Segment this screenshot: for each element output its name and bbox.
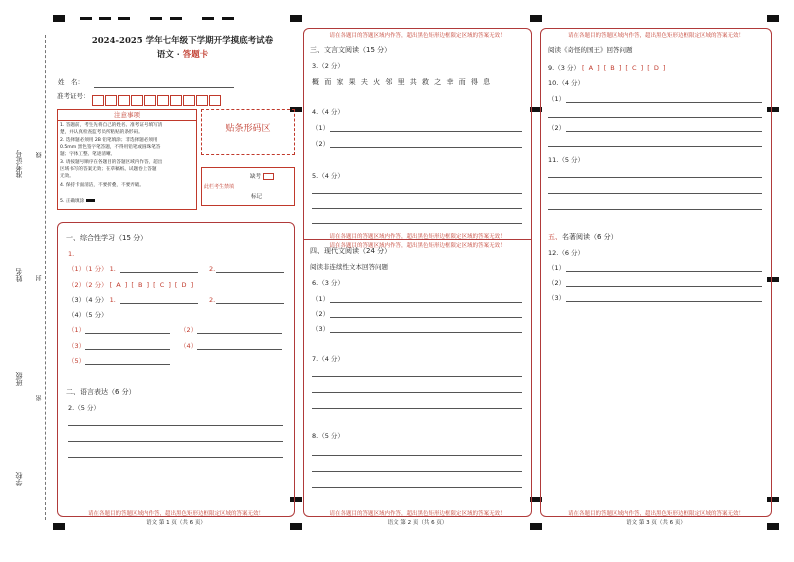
example-label: 5. 正确填涂 <box>60 199 85 204</box>
subject-suffix: 答题卡 <box>182 50 209 60</box>
q1-4-line[interactable] <box>85 364 170 365</box>
q6-line[interactable] <box>330 332 522 333</box>
q11-line[interactable] <box>548 193 762 194</box>
q10-line[interactable] <box>566 102 762 103</box>
notice-item: 无效。 <box>60 174 74 179</box>
absent-checkbox[interactable] <box>263 173 274 180</box>
exam-title: 2024-2025 学年七年级下学期开学摸底考试卷 <box>91 36 274 46</box>
q12-p1: （1） <box>548 264 566 272</box>
footer-page1: 语文 第 1 页（共 6 页） <box>146 520 206 526</box>
mark-label: 标记 <box>251 194 263 200</box>
subject-prefix: 语文 · <box>156 50 183 60</box>
margin-label-name: 姓名 <box>15 268 23 282</box>
registration-mark <box>202 17 214 20</box>
registration-mark <box>222 17 234 20</box>
q7-line[interactable] <box>312 376 522 377</box>
q10-line[interactable] <box>548 117 762 118</box>
cut-label: 线 <box>36 152 43 158</box>
registration-mark <box>767 15 779 22</box>
notice-example <box>60 199 95 205</box>
q1-2-label: （2）（2 分） [ A ] [ B ] [ C ] [ D ] <box>68 281 195 289</box>
q4-p2: （2） <box>312 140 330 148</box>
col2-divider <box>303 239 532 240</box>
notice-item: 1. 答题前，考生先将自己的姓名、准考证号填写清 <box>60 123 163 128</box>
q5-line[interactable] <box>312 193 522 194</box>
col2-warning-top-wrap <box>303 31 532 39</box>
section4-title: 四、现代文阅读（24 分） <box>310 247 392 255</box>
subject-title <box>70 51 295 59</box>
q1-1-n2: 2. <box>209 265 216 273</box>
notice-item: 区域书写的答案无效；在草稿纸、试题卷上答题 <box>60 167 157 172</box>
q8-label: 8.（5 分） <box>312 432 344 440</box>
q1-4-line[interactable] <box>197 349 282 350</box>
q8-line[interactable] <box>312 455 522 456</box>
q11-label: 11.（5 分） <box>548 156 585 164</box>
filled-swatch <box>86 199 95 202</box>
col1-warning: 请在各题目的答题区域内作答，超出黑色矩形边框限定区域的答案无效！ <box>87 511 264 517</box>
q1-2-options[interactable]: [ A ] [ B ] [ C ] [ D ] <box>109 281 195 289</box>
absent-note: 此栏考生禁填 <box>204 184 235 190</box>
registration-mark <box>290 15 302 22</box>
q3-chars: 概 而 家 果 夫 火 邻 里 共 救 之 幸 而 得 息 <box>312 78 492 86</box>
q10-label: 10.（4 分） <box>548 79 585 87</box>
q4-line[interactable] <box>330 147 522 148</box>
q5-label: 5.（4 分） <box>312 172 344 180</box>
q2-line[interactable] <box>68 457 283 458</box>
col2-warning-top: 请在各题目的答题区域内作答，超出黑色矩形边框限定区域的答案无效！ <box>329 33 506 39</box>
q2-line[interactable] <box>68 425 283 426</box>
section3-title: 三、文言文阅读（15 分） <box>310 46 392 54</box>
col2-warning-mid: 请在各题目的答题区域内作答，超出黑色矩形边框限定区域的答案无效！ <box>329 234 506 240</box>
registration-mark <box>80 17 92 20</box>
footer-page2: 语文 第 2 页（共 6 页） <box>387 520 448 526</box>
q12-label: 12.（6 分） <box>548 249 585 257</box>
notice-item: 题；字体工整、笔迹清晰。 <box>60 152 116 157</box>
q8-line[interactable] <box>312 471 522 472</box>
q1-1-answer-line-2[interactable] <box>216 272 284 273</box>
col2-warning-bottom-wrap <box>303 509 532 517</box>
q1-1-label: （1）（1 分） 1. <box>68 265 116 273</box>
q6-p3: （3） <box>312 325 330 333</box>
q8-line[interactable] <box>312 487 522 488</box>
q6-p1: （1） <box>312 295 330 303</box>
q1-3-answer-line[interactable] <box>120 303 198 304</box>
q1-1-answer-line[interactable] <box>120 272 198 273</box>
margin-label-class: 班级 <box>15 372 23 386</box>
col3-warning-bottom-wrap <box>540 509 772 517</box>
q2-line[interactable] <box>68 441 283 442</box>
q9-label: 9.（3 分） [ A ] [ B ] [ C ] [ D ] <box>548 64 667 72</box>
section4-sub: 阅读非连续性文本回答问题 <box>310 263 388 271</box>
col1-warning-wrap <box>57 509 295 517</box>
q1-4-label: （4）（5 分） <box>68 311 108 319</box>
margin-label-id: 准考证号 <box>15 150 23 178</box>
registration-mark <box>170 17 182 20</box>
col3-warning-top-wrap <box>540 31 772 39</box>
registration-mark <box>530 15 542 22</box>
q11-line[interactable] <box>548 209 762 210</box>
q10-p1: （1） <box>548 95 566 103</box>
id-cells[interactable] <box>92 90 222 109</box>
col3-warning-bottom: 请在各题目的答题区域内作答，超出黑色矩形边框限定区域的答案无效！ <box>567 511 744 517</box>
section1-title: 一、综合性学习（15 分） <box>66 234 148 242</box>
q10-line[interactable] <box>548 146 762 147</box>
q1-4-p5: （5） <box>68 357 86 365</box>
registration-mark <box>150 17 162 20</box>
q12-line[interactable] <box>566 271 762 272</box>
q7-line[interactable] <box>312 392 522 393</box>
q6-line[interactable] <box>330 302 522 303</box>
q1-4-p1: （1） <box>68 326 86 334</box>
q12-line[interactable] <box>566 301 762 302</box>
col2-warning-mid2: 请在各题目的答题区域内作答，超出黑色矩形边框限定区域的答案无效！ <box>329 243 506 249</box>
q12-p2: （2） <box>548 279 566 287</box>
name-line[interactable] <box>94 87 234 88</box>
q1-4-p3: （3） <box>68 342 86 350</box>
barcode-label: 贴条形码区 <box>225 124 271 134</box>
q2-label: 2.（5 分） <box>68 404 100 412</box>
q7-line[interactable] <box>312 408 522 409</box>
q1-3-n2: 2. <box>209 296 216 304</box>
q6-line[interactable] <box>330 317 522 318</box>
col3-intro: 阅读《奇怪的国王》回答问题 <box>548 46 633 54</box>
q6-label: 6.（3 分） <box>312 279 344 287</box>
binding-line <box>45 35 46 520</box>
q4-line[interactable] <box>330 131 522 132</box>
q6-p2: （2） <box>312 310 330 318</box>
notice-item: 0.5mm 黑色签字笔答题，不得用铅笔或圆珠笔答 <box>60 145 161 150</box>
q3-label: 3.（2 分） <box>312 62 344 70</box>
cut-label: 封 <box>36 275 43 281</box>
q12-line[interactable] <box>566 286 762 287</box>
absent-label: 缺考 <box>250 173 274 181</box>
cut-label: 密 <box>36 395 43 401</box>
col2-warning-bottom: 请在各题目的答题区域内作答，超出黑色矩形边框限定区域的答案无效！ <box>329 511 506 517</box>
q1-4-line[interactable] <box>85 349 170 350</box>
q1-number: 1. <box>68 250 75 258</box>
q12-p3: （3） <box>548 294 566 302</box>
q10-p2: （2） <box>548 124 566 132</box>
q5-line[interactable] <box>312 223 522 224</box>
q7-label: 7.（4 分） <box>312 355 344 363</box>
registration-mark <box>53 15 65 22</box>
q10-line[interactable] <box>566 131 762 132</box>
notice-title: 注意事项 <box>114 111 140 119</box>
notice-item: 3. 请按题号顺序在各题目的答题区域内作答，超出 <box>60 160 163 165</box>
section5-title: 五、名著阅读（6 分） <box>548 233 618 241</box>
margin-label-school: 学校 <box>15 472 23 486</box>
q9-options[interactable]: [ A ] [ B ] [ C ] [ D ] <box>581 64 667 72</box>
id-label: 准考证号： <box>57 92 90 100</box>
q1-4-p4: （4） <box>180 342 198 350</box>
q1-4-line[interactable] <box>85 333 170 334</box>
footer-page3: 语文 第 3 页（共 6 页） <box>626 520 686 526</box>
notice-divider <box>57 120 197 121</box>
notice-item: 4. 保持卡面清洁，不要折叠，不要弄破。 <box>60 183 144 188</box>
answer-box-col2 <box>303 28 532 517</box>
q5-line[interactable] <box>312 208 522 209</box>
q1-4-p2: （2） <box>180 326 198 334</box>
q11-line[interactable] <box>548 177 762 178</box>
notice-item: 楚，并认真检查监考员所粘贴的条形码。 <box>60 130 143 135</box>
registration-mark <box>118 17 130 20</box>
name-label: 姓 名： <box>58 78 84 86</box>
q1-3-label: （3）（4 分） 1. <box>68 296 116 304</box>
registration-mark <box>99 17 111 20</box>
q1-4-line[interactable] <box>197 333 282 334</box>
q4-label: 4.（4 分） <box>312 108 344 116</box>
section2-title: 二、语言表达（6 分） <box>66 388 136 396</box>
q1-3-answer-line-2[interactable] <box>216 303 284 304</box>
q4-p1: （1） <box>312 124 330 132</box>
notice-item: 2. 选择题必须用 2B 铅笔填涂；非选择题必须用 <box>60 138 158 143</box>
col3-warning-top: 请在各题目的答题区域内作答，超出黑色矩形边框限定区域的答案无效！ <box>567 33 744 39</box>
